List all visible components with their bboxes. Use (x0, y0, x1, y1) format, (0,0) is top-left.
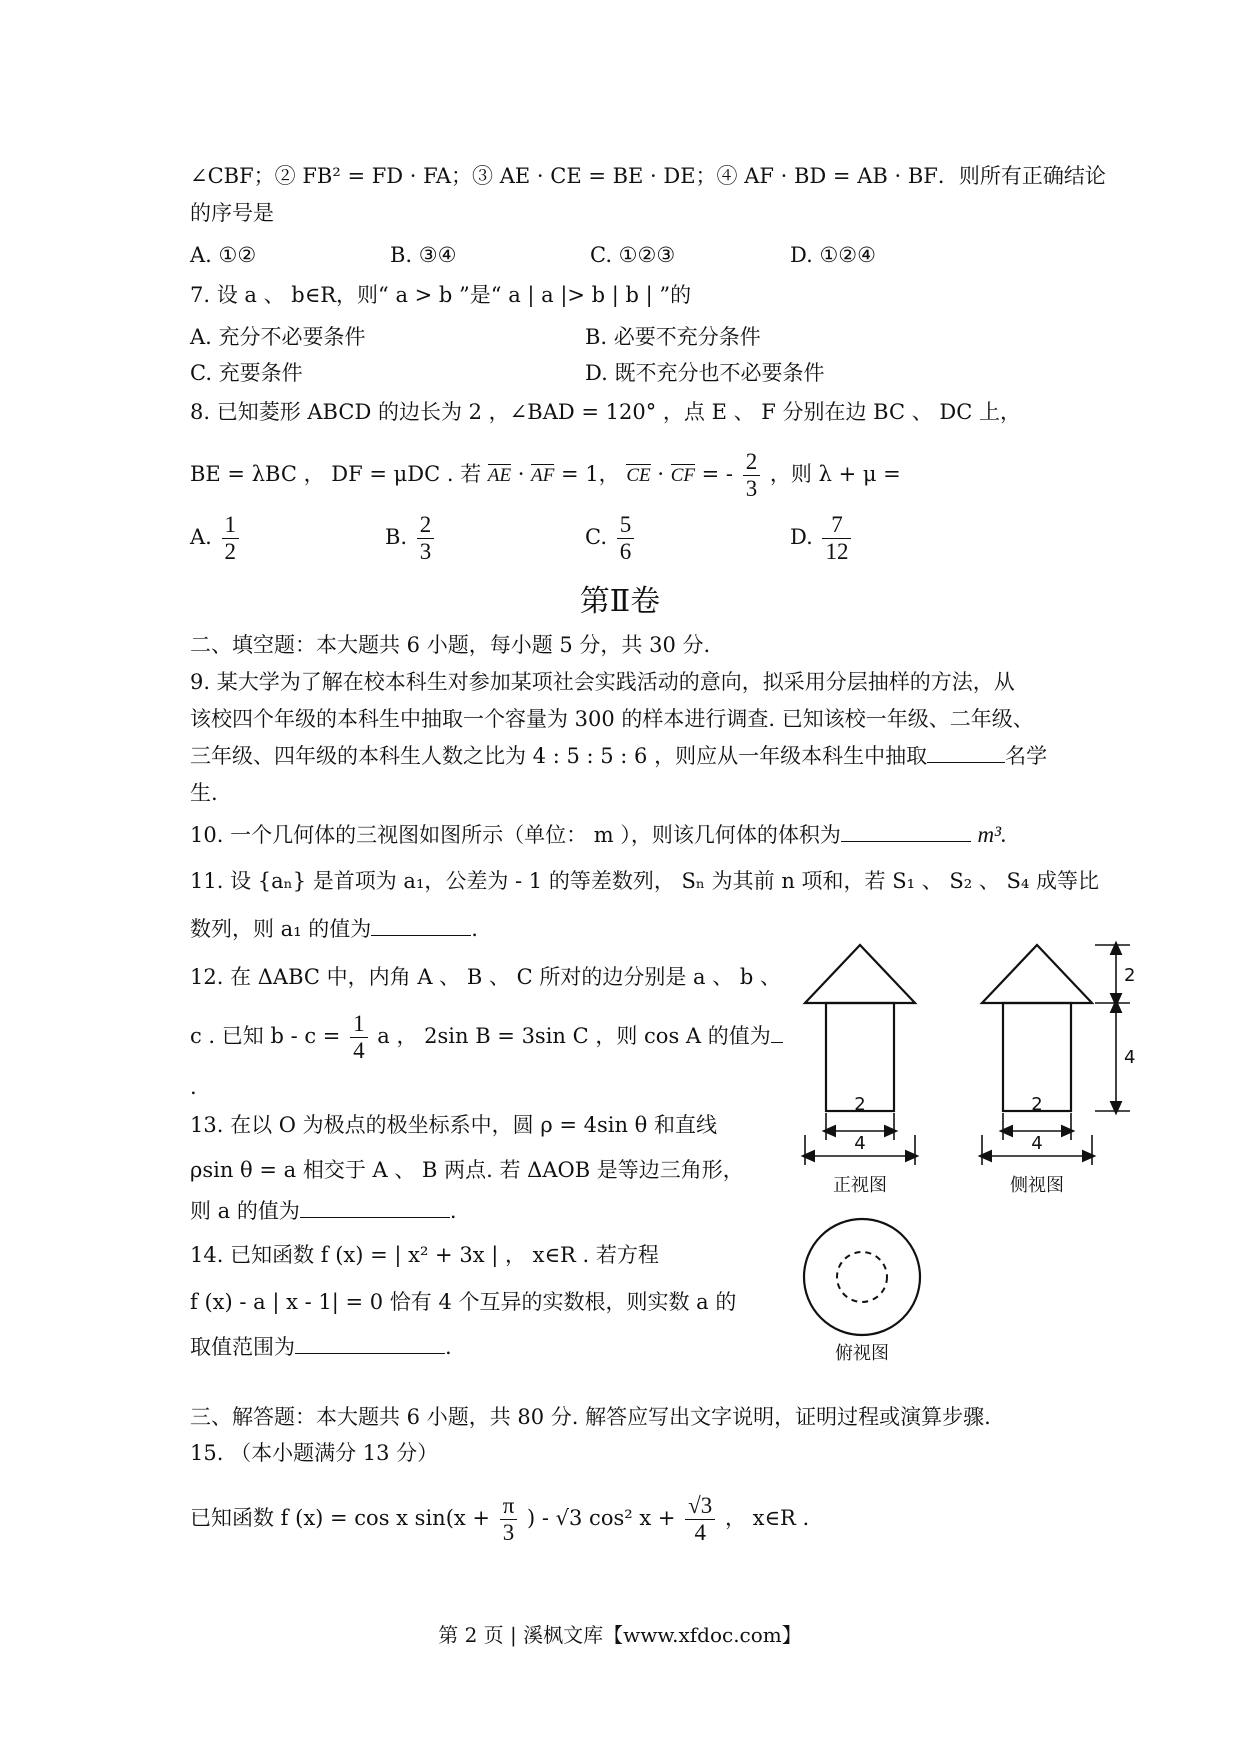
front-inner-dim-label: 2 (854, 1094, 866, 1115)
page-footer: 第 2 页 | 溪枫文库【www.xfdoc.com】 (438, 1623, 802, 1647)
q8-fraction-num: 2 (743, 449, 761, 476)
q6-option-b: B. ③④ (390, 243, 457, 267)
q8-eq2: = - (701, 462, 734, 486)
three-view-figure (790, 935, 1150, 1365)
q11-answer-blank (371, 915, 471, 936)
q13-line3 (190, 1196, 457, 1226)
q8-option-c-label: C. (585, 525, 607, 549)
q9-line4: 生. (190, 781, 218, 805)
q11-line2-b: . (471, 917, 478, 941)
q15-pi-den: 3 (502, 1520, 515, 1545)
top-view-outer-circle (804, 1219, 920, 1335)
q7-option-c: C. 充要条件 (190, 361, 303, 385)
q15-line-b: ) - √3 cos² x + (527, 1506, 676, 1530)
q15-root-den: 4 (694, 1520, 706, 1545)
q12-line1: 12. 在 ΔABC 中，内角 A 、 B 、 C 所对的边分别是 a 、 b 、 (190, 965, 782, 989)
q8-option-a-label: A. (190, 525, 212, 549)
q6-option-d: D. ①②④ (790, 243, 876, 267)
q14-answer-blank (295, 1333, 445, 1354)
section-2-title: 第Ⅱ卷 (579, 584, 661, 619)
q8-option-a (190, 512, 242, 565)
section-3-heading: 三、解答题：本大题共 6 小题，共 80 分. 解答应写出文字说明，证明过程或演算步骤. (190, 1405, 991, 1429)
q8-option-c-den: 6 (619, 539, 632, 564)
q8-eq1: = 1， (561, 462, 620, 486)
q10-answer-blank (841, 821, 971, 842)
q7-stem: 7. 设 a 、 b∈R，则“ a > b ”是“ a | a |> b | b | ”的 (190, 283, 692, 307)
q8-option-b-num: 2 (417, 512, 435, 539)
q9-line3-a: 三年级、四年级的本科生人数之比为 4 : 5 : 5 : 6 ，则应从一年级本科生中抽取 (190, 744, 928, 768)
q10-unit: m³. (977, 822, 1007, 847)
q12-line2-b: a ， 2sin B = 3sin C ，则 cos A 的值为 (377, 1024, 771, 1048)
q13-answer-blank (300, 1197, 450, 1218)
front-view-label: 正视图 (833, 1175, 887, 1196)
q8-vector-cf: CF (670, 465, 695, 486)
q8-fraction (743, 449, 761, 502)
q15-title: 15. （本小题满分 13 分） (190, 1441, 439, 1465)
q13-line3-b: . (449, 1199, 457, 1223)
q15-root-fraction (685, 1493, 715, 1546)
q11-line2 (190, 914, 478, 944)
side-view-label: 侧视图 (1010, 1175, 1064, 1196)
q7-option-b: B. 必要不充分条件 (585, 325, 761, 349)
q6-option-a: A. ①② (190, 243, 257, 267)
q8-option-c (585, 512, 637, 565)
body-height-label: 4 (1124, 1047, 1136, 1068)
q15-line-a: 已知函数 f (x) = cos x sin(x + (190, 1506, 490, 1530)
q14-line3 (190, 1332, 452, 1362)
q8-option-a-num: 1 (222, 512, 240, 539)
q8-option-a-den: 2 (224, 539, 237, 564)
q12-line3: . (190, 1075, 197, 1099)
q15-line-c: ， x∈R . (724, 1506, 810, 1530)
q8-option-d-num: 7 (822, 512, 851, 539)
q9-line3 (190, 741, 1047, 771)
q14-line3-a: 取值范围为 (190, 1335, 295, 1359)
front-view-roof (805, 945, 915, 1003)
section-2-heading: 二、填空题：本大题共 6 小题，每小题 5 分，共 30 分. (190, 633, 711, 657)
q7-option-d: D. 既不充分也不必要条件 (585, 361, 825, 385)
top-view-inner-circle (837, 1252, 887, 1302)
q9-line3-b: 名学 (1005, 744, 1048, 768)
q6-tail-line2: 的序号是 (190, 201, 274, 225)
side-outer-dim-label: 4 (1031, 1133, 1043, 1154)
q12-line2 (190, 1006, 783, 1066)
q12-fraction-den: 4 (353, 1038, 365, 1063)
q10-line (190, 820, 1007, 850)
q6-option-c: C. ①②③ (590, 243, 676, 267)
q6-tail-line1: ∠CBF；② FB² = FD · FA；③ AE · CE = BE · DE；④ AF · BD = AB · BF．则所有正确结论 (190, 164, 1106, 188)
q13-line2: ρsin θ = a 相交于 A 、 B 两点. 若 ΔAOB 是等边三角形， (190, 1158, 744, 1182)
q8-option-b-label: B. (385, 525, 408, 549)
front-outer-dim-label: 4 (854, 1133, 866, 1154)
q14-line2: f (x) - a | x - 1| = 0 恰有 4 个互异的实数根，则实数 a 的 (190, 1290, 737, 1314)
q8-vector-ce: CE (626, 465, 651, 486)
q15-pi-num: π (500, 1493, 518, 1520)
roof-height-label: 2 (1124, 965, 1136, 986)
q8-line2: BE = λBC ， DF = μDC . 若 AE · AF = 1， CE · CF = - $\frac{2}{3}$ ，则 λ + μ = (190, 449, 901, 501)
q14-line1: 14. 已知函数 f (x) = | x² + 3x | ， x∈R . 若方程 (190, 1243, 659, 1267)
q8-tail: ，则 λ + μ = (769, 462, 901, 486)
q8-fraction-den: 3 (745, 476, 758, 501)
q8-vector-ae: AE (487, 465, 512, 486)
q8-line1: 8. 已知菱形 ABCD 的边长为 2 ，∠BAD = 120° ，点 E 、 F 分别在边 BC 、 DC 上， (190, 400, 1021, 424)
q12-line2-a: c . 已知 b - c = (190, 1024, 341, 1048)
q9-line2: 该校四个年级的本科生中抽取一个容量为 300 的样本进行调查. 已知该校一年级、二年级、 (190, 707, 1034, 731)
q12-fraction-num: 1 (350, 1011, 368, 1038)
side-view-roof (982, 945, 1092, 1003)
q12-answer-blank (771, 1022, 783, 1043)
top-view-label: 俯视图 (835, 1343, 889, 1364)
q15-pi-fraction (500, 1493, 518, 1546)
q8-option-d (790, 512, 854, 565)
q8-option-b (385, 512, 437, 565)
q8-option-d-label: D. (790, 525, 813, 549)
q11-line1: 11. 设 {aₙ} 是首项为 a₁，公差为 - 1 的等差数列， Sₙ 为其前 n 项和，若 S₁ 、 S₂ 、 S₄ 成等比 (190, 869, 1100, 893)
q13-line1: 13. 在以 O 为极点的极坐标系中，圆 ρ = 4sin θ 和直线 (190, 1113, 717, 1137)
q7-option-a: A. 充分不必要条件 (190, 325, 366, 349)
q15-function (190, 1488, 809, 1548)
q8-option-c-num: 5 (617, 512, 635, 539)
q8-vector-af: AF (531, 465, 555, 486)
q9-line1: 9. 某大学为了解在校本科生对参加某项社会实践活动的意向，拟采用分层抽样的方法，从 (190, 670, 1015, 694)
q12-fraction (350, 1011, 368, 1064)
side-inner-dim-label: 2 (1031, 1094, 1043, 1115)
q13-line3-a: 则 a 的值为 (190, 1199, 300, 1223)
q8-option-d-den: 12 (825, 539, 849, 564)
q14-line3-b: . (445, 1335, 452, 1359)
q8-option-b-den: 3 (419, 539, 432, 564)
q11-line2-a: 数列，则 a₁ 的值为 (190, 917, 372, 941)
q9-answer-blank (927, 742, 1005, 763)
q10-text: 10. 一个几何体的三视图如图所示（单位： m ），则该几何体的体积为 (190, 823, 841, 847)
q8-line2-a: BE = λBC ， DF = μDC . 若 (190, 462, 482, 486)
q15-root-num: √3 (685, 1493, 715, 1520)
